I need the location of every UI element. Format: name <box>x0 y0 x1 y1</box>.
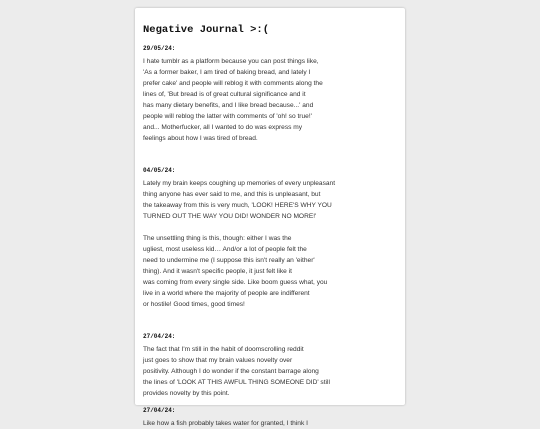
entry-paragraph: Lately my brain keeps coughing up memories of every unpleasant thing anyone has ever said to me, and this is unpleasant, but the takeaway from this is very much, 'LOOK! HERE'S WHY YOU TURNED OUT THE WAY YOU DID! WONDER NO MORE!' <box>143 180 336 220</box>
journal-entry <box>143 44 397 144</box>
journal-page <box>135 8 405 427</box>
entry-paragraph: I hate tumblr as a platform because you can post things like, 'As a former baker, I am tired of baking bread, and lately I prefer cake' and people will reblog it with comments along the lines of, 'But bread is of great cultural significance and it has many dietary benefits, and I like bread because...' and people will reblog the latter with comments of 'oh! so true!' and... Motherfucker, all I wanted to do was express my feelings about how I was tired of bread. <box>143 58 323 142</box>
page-title: Negative Journal >:( <box>143 24 270 36</box>
entry-paragraph: The fact that I'm still in the habit of doomscrolling reddit just goes to show that my brain values novelty over positivity. Although I do wonder if the constant barrage along the lines of 'LOOK AT THIS AWFUL THING SOMEONE DID' still provides novelty by this point. <box>143 346 330 397</box>
entry-date: 29/05/24: <box>143 45 176 52</box>
entry-paragraph: The unsettling thing is this, though: either I was the ugliest, most useless kid… And/or a lot of people felt the need to undermine me (I suppose this isn't really an 'either' thing). And it wasn't specific people, it just felt like it was coming from every single side. Like boom guess what, you live in a world where the majority of people are indifferent or hostile! Good times, good times! <box>143 235 328 308</box>
entry-paragraph: Like how a fish probably takes water for granted, I think I <box>143 420 308 427</box>
journal-entry <box>143 332 397 399</box>
journal-entry <box>143 406 397 429</box>
entry-date: 27/04/24: <box>143 407 176 414</box>
entry-date: 04/05/24: <box>143 167 176 174</box>
entry-date: 27/04/24: <box>143 333 176 340</box>
journal-entry <box>143 166 397 310</box>
